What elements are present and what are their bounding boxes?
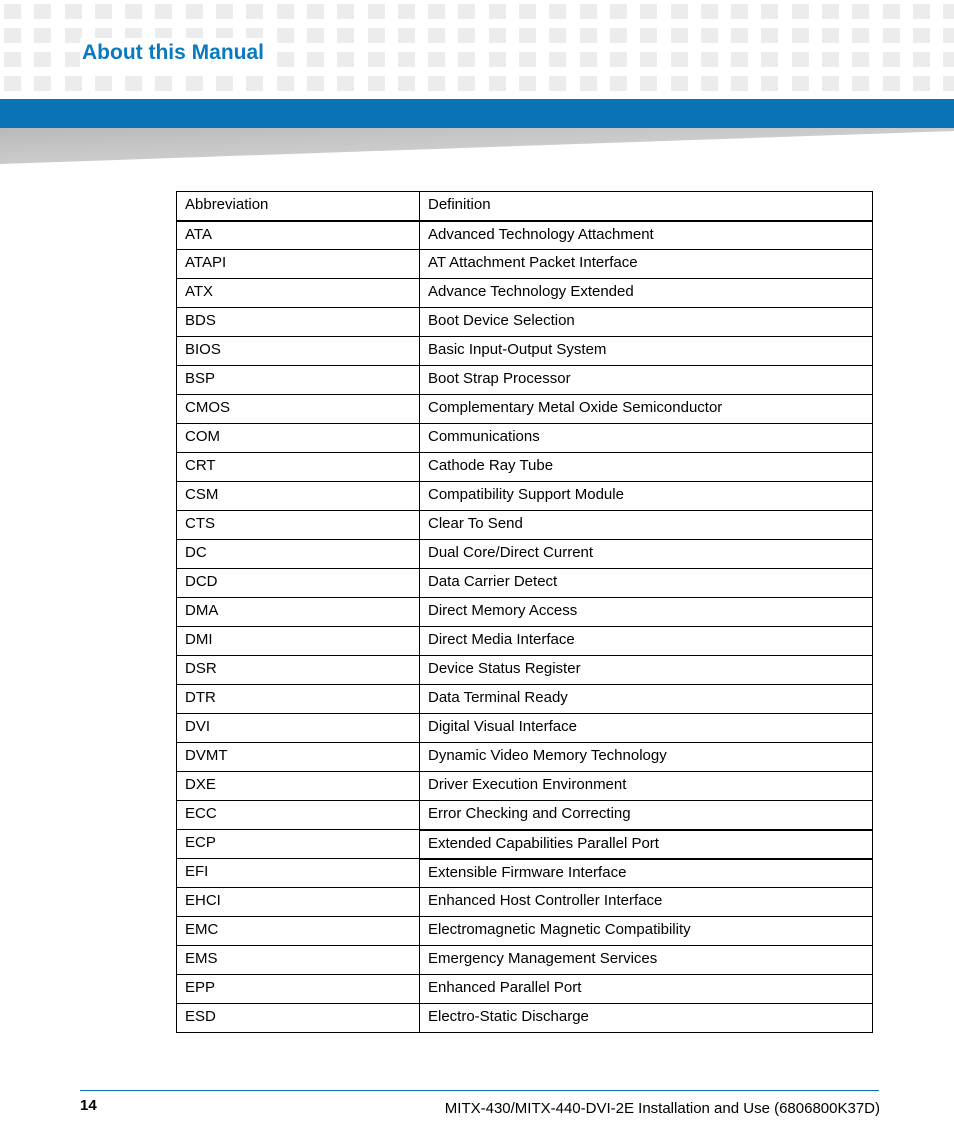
header-tile [761,4,778,19]
header-tile [398,28,415,43]
table-row [177,453,873,482]
header-tile [489,28,506,43]
abbreviation-cell: DCD [177,569,420,598]
header-tile [458,52,475,67]
header-tile [519,52,536,67]
header-tile [519,4,536,19]
header-tile [549,28,566,43]
header-tile [4,76,21,91]
table-row [177,424,873,453]
header-tile [398,52,415,67]
definition-cell: Advanced Technology Attachment [420,221,873,250]
table-row [177,337,873,366]
header-tile [95,76,112,91]
definition-cell: Cathode Ray Tube [420,453,873,482]
header-tile [65,4,82,19]
abbreviation-cell: EPP [177,975,420,1004]
header-tile [277,4,294,19]
definition-cell: Communications [420,424,873,453]
definition-cell: Compatibility Support Module [420,482,873,511]
header-tile [640,52,657,67]
header-tile [913,28,930,43]
table-row [177,221,873,250]
table-row [177,1004,873,1033]
header-tile [489,52,506,67]
table-row [177,250,873,279]
header-tile [489,4,506,19]
definition-cell: Driver Execution Environment [420,772,873,801]
header-tile [125,4,142,19]
header-tile [549,76,566,91]
table-row [177,395,873,424]
table-row [177,627,873,656]
header-tile [337,76,354,91]
header-tile [519,28,536,43]
header-tile [186,4,203,19]
header-tile [95,4,112,19]
definition-cell: AT Attachment Packet Interface [420,250,873,279]
header-tile [337,28,354,43]
abbreviation-cell: DMA [177,598,420,627]
header-tile [822,4,839,19]
header-tile [307,28,324,43]
header-tile [913,4,930,19]
header-tile [610,28,627,43]
header-tile [307,52,324,67]
header-tile [549,4,566,19]
definition-cell: Device Status Register [420,656,873,685]
definition-cell: Enhanced Host Controller Interface [420,888,873,917]
abbreviation-cell: BIOS [177,337,420,366]
abbreviation-cell: EHCI [177,888,420,917]
header-tile [458,76,475,91]
header-tile [640,76,657,91]
header-tile [398,4,415,19]
header-tile [610,52,627,67]
abbreviation-cell: DXE [177,772,420,801]
abbreviation-cell: DTR [177,685,420,714]
definition-cell: Advance Technology Extended [420,279,873,308]
header-tile [792,28,809,43]
table-row [177,598,873,627]
header-tile [277,52,294,67]
definition-cell: Extended Capabilities Parallel Port [420,830,873,859]
table-row [177,308,873,337]
header-tile [610,76,627,91]
header-grey-band [0,128,954,164]
header-tile [368,28,385,43]
table-row [177,917,873,946]
abbreviation-cell: EMC [177,917,420,946]
header-tile [883,52,900,67]
column-header-abbreviation: Abbreviation [177,192,420,221]
header-tile [4,28,21,43]
header-tile [883,28,900,43]
table-row [177,279,873,308]
abbreviation-cell: COM [177,424,420,453]
header-tile [883,76,900,91]
header-tile [277,28,294,43]
header-tile [671,76,688,91]
header-tile [852,4,869,19]
table-row [177,656,873,685]
abbreviation-cell: ATX [177,279,420,308]
definition-cell: Dual Core/Direct Current [420,540,873,569]
header-tile [277,76,294,91]
abbreviation-cell: CTS [177,511,420,540]
definition-cell: Basic Input-Output System [420,337,873,366]
header-tile [65,76,82,91]
abbreviation-cell: ECC [177,801,420,830]
header-tile [368,76,385,91]
table-row [177,946,873,975]
header-tile [701,76,718,91]
header-tile [792,52,809,67]
header-tile [671,52,688,67]
table-row [177,540,873,569]
definition-cell: Data Carrier Detect [420,569,873,598]
table-row [177,366,873,395]
definition-cell: Clear To Send [420,511,873,540]
definition-cell: Boot Device Selection [420,308,873,337]
abbreviation-cell: CRT [177,453,420,482]
header-tile [428,28,445,43]
abbreviation-cell: DSR [177,656,420,685]
header-tile [640,4,657,19]
abbreviation-cell: BSP [177,366,420,395]
header-tile [943,76,954,91]
abbreviation-table [176,191,873,1033]
page-title: About this Manual [80,38,268,68]
header-tile [761,28,778,43]
header-tile [428,52,445,67]
header-tile [883,4,900,19]
header-tile [822,76,839,91]
abbreviation-cell: DVMT [177,743,420,772]
definition-cell: Digital Visual Interface [420,714,873,743]
header-tile [792,76,809,91]
header-tile [913,76,930,91]
header-tile [822,28,839,43]
header-tile [246,76,263,91]
table-row [177,859,873,888]
header-tile [307,4,324,19]
definition-cell: Electro-Static Discharge [420,1004,873,1033]
abbreviation-cell: CSM [177,482,420,511]
table-row [177,511,873,540]
header-tile [701,28,718,43]
header-tile [852,52,869,67]
header-tile [761,76,778,91]
abbreviation-cell: EFI [177,859,420,888]
page-number: 14 [80,1097,97,1114]
header-tile [580,28,597,43]
header-tile [519,76,536,91]
abbreviation-cell: ESD [177,1004,420,1033]
header-tile [640,28,657,43]
header-tile [307,76,324,91]
header-tile [4,4,21,19]
header-tile [822,52,839,67]
header-blue-band [0,99,954,128]
header-tile [731,76,748,91]
header-tile [34,28,51,43]
table-header-row [177,192,873,221]
header-tile [943,28,954,43]
header-tile [580,4,597,19]
definition-cell: Error Checking and Correcting [420,801,873,830]
definition-cell: Enhanced Parallel Port [420,975,873,1004]
header-tile [246,4,263,19]
table-row [177,772,873,801]
definition-cell: Complementary Metal Oxide Semiconductor [420,395,873,424]
footer-divider [80,1090,879,1091]
header-tile [852,28,869,43]
column-header-definition: Definition [420,192,873,221]
header-tile [155,76,172,91]
header-tile [731,28,748,43]
header-tile [943,52,954,67]
header-tile [731,4,748,19]
header-tile [671,4,688,19]
header-tile [792,4,809,19]
table-row [177,714,873,743]
table-row [177,569,873,598]
table-row [177,743,873,772]
definition-cell: Direct Memory Access [420,598,873,627]
table-row [177,685,873,714]
header-tile [125,76,142,91]
header-tile [398,76,415,91]
header-tile [216,76,233,91]
abbreviation-cell: DVI [177,714,420,743]
header-tile [4,52,21,67]
abbreviation-cell: DMI [177,627,420,656]
header-tile [580,52,597,67]
header-tile [671,28,688,43]
definition-cell: Extensible Firmware Interface [420,859,873,888]
header-tile [610,4,627,19]
header-tile [913,52,930,67]
header-tile [943,4,954,19]
table-row [177,830,873,859]
definition-cell: Data Terminal Ready [420,685,873,714]
definition-cell: Boot Strap Processor [420,366,873,395]
header-tile [580,76,597,91]
header-tile [761,52,778,67]
header-tile [428,76,445,91]
header-tile [368,52,385,67]
header-tile [186,76,203,91]
table-row [177,975,873,1004]
definition-cell: Electromagnetic Magnetic Compatibility [420,917,873,946]
header-tile [458,4,475,19]
header-tile [489,76,506,91]
document-title: MITX-430/MITX-440-DVI-2E Installation and Use (6806800K37D) [444,1100,880,1117]
table-row [177,801,873,830]
header-tile [701,4,718,19]
definition-cell: Emergency Management Services [420,946,873,975]
abbreviation-cell: ATA [177,221,420,250]
header-tile [852,76,869,91]
abbreviation-cell: EMS [177,946,420,975]
header-tile [701,52,718,67]
header-tile [428,4,445,19]
abbreviation-cell: DC [177,540,420,569]
abbreviation-cell: ATAPI [177,250,420,279]
abbreviation-cell: ECP [177,830,420,859]
header-tile [337,52,354,67]
abbreviation-cell: CMOS [177,395,420,424]
header-tile [731,52,748,67]
table-row [177,482,873,511]
definition-cell: Direct Media Interface [420,627,873,656]
header-tile [458,28,475,43]
header-tile [337,4,354,19]
header-tile [549,52,566,67]
table-row [177,888,873,917]
header-tile [34,4,51,19]
definition-cell: Dynamic Video Memory Technology [420,743,873,772]
header-tile [34,52,51,67]
header-tile [34,76,51,91]
header-tile [216,4,233,19]
abbreviation-cell: BDS [177,308,420,337]
header-tile [155,4,172,19]
header-tile [368,4,385,19]
